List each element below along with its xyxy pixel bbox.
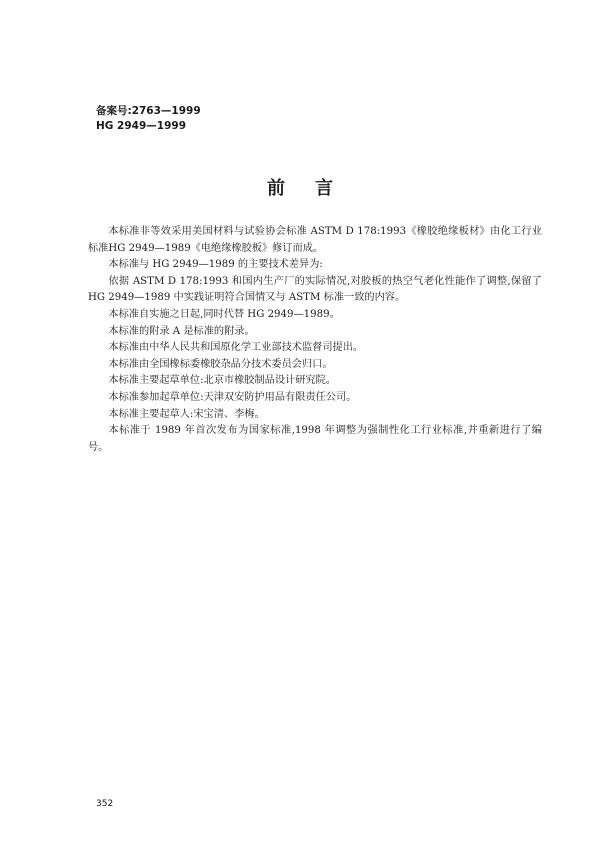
page-title: 前言 xyxy=(267,178,363,199)
page-number: 352 xyxy=(96,799,114,809)
paragraph: 本标准非等效采用美国材料与试验协会标准 ASTM D 178:1993《橡胶绝缘板材》由化工行业标准HG 2949—1989《电绝缘橡胶板》修订而成。 xyxy=(88,226,542,254)
paragraph: 本标准主要起草单位:北京市橡胶制品设计研究院。 xyxy=(108,375,336,387)
record-number: 备案号:2763—1999 xyxy=(96,105,201,117)
paragraph: 本标准由全国橡标委橡胶杂品分技术委员会归口。 xyxy=(108,358,333,370)
paragraph: 本标准参加起草单位:天津双安防护用品有限责任公司。 xyxy=(108,391,357,403)
header-codes xyxy=(96,104,201,134)
paragraph: 本标准自实施之日起,同时代替 HG 2949—1989。 xyxy=(108,308,340,320)
foreword-content xyxy=(88,224,542,456)
paragraph: 本标准于 1989 年首次发布为国家标准,1998 年调整为强制性化工行业标准,并重新进行了编号。 xyxy=(88,425,542,453)
paragraph: 本标准主要起草人:宋宝清、李梅。 xyxy=(108,408,265,420)
paragraph: 本标准由中华人民共和国原化学工业部技术监督司提出。 xyxy=(108,342,364,354)
standard-code: HG 2949—1999 xyxy=(96,120,187,132)
paragraph: 依据 ASTM D 178:1993 和国内生产厂的实际情况,对胶板的热空气老化性能作了调整,保留了HG 2949—1989 中实践证明符合国情又与 ASTM 标准一致的内容。 xyxy=(88,275,542,304)
paragraph: 本标准的附录 A 是标准的附录。 xyxy=(108,325,255,337)
paragraph: 本标准与 HG 2949—1989 的主要技术差异为: xyxy=(108,259,323,271)
